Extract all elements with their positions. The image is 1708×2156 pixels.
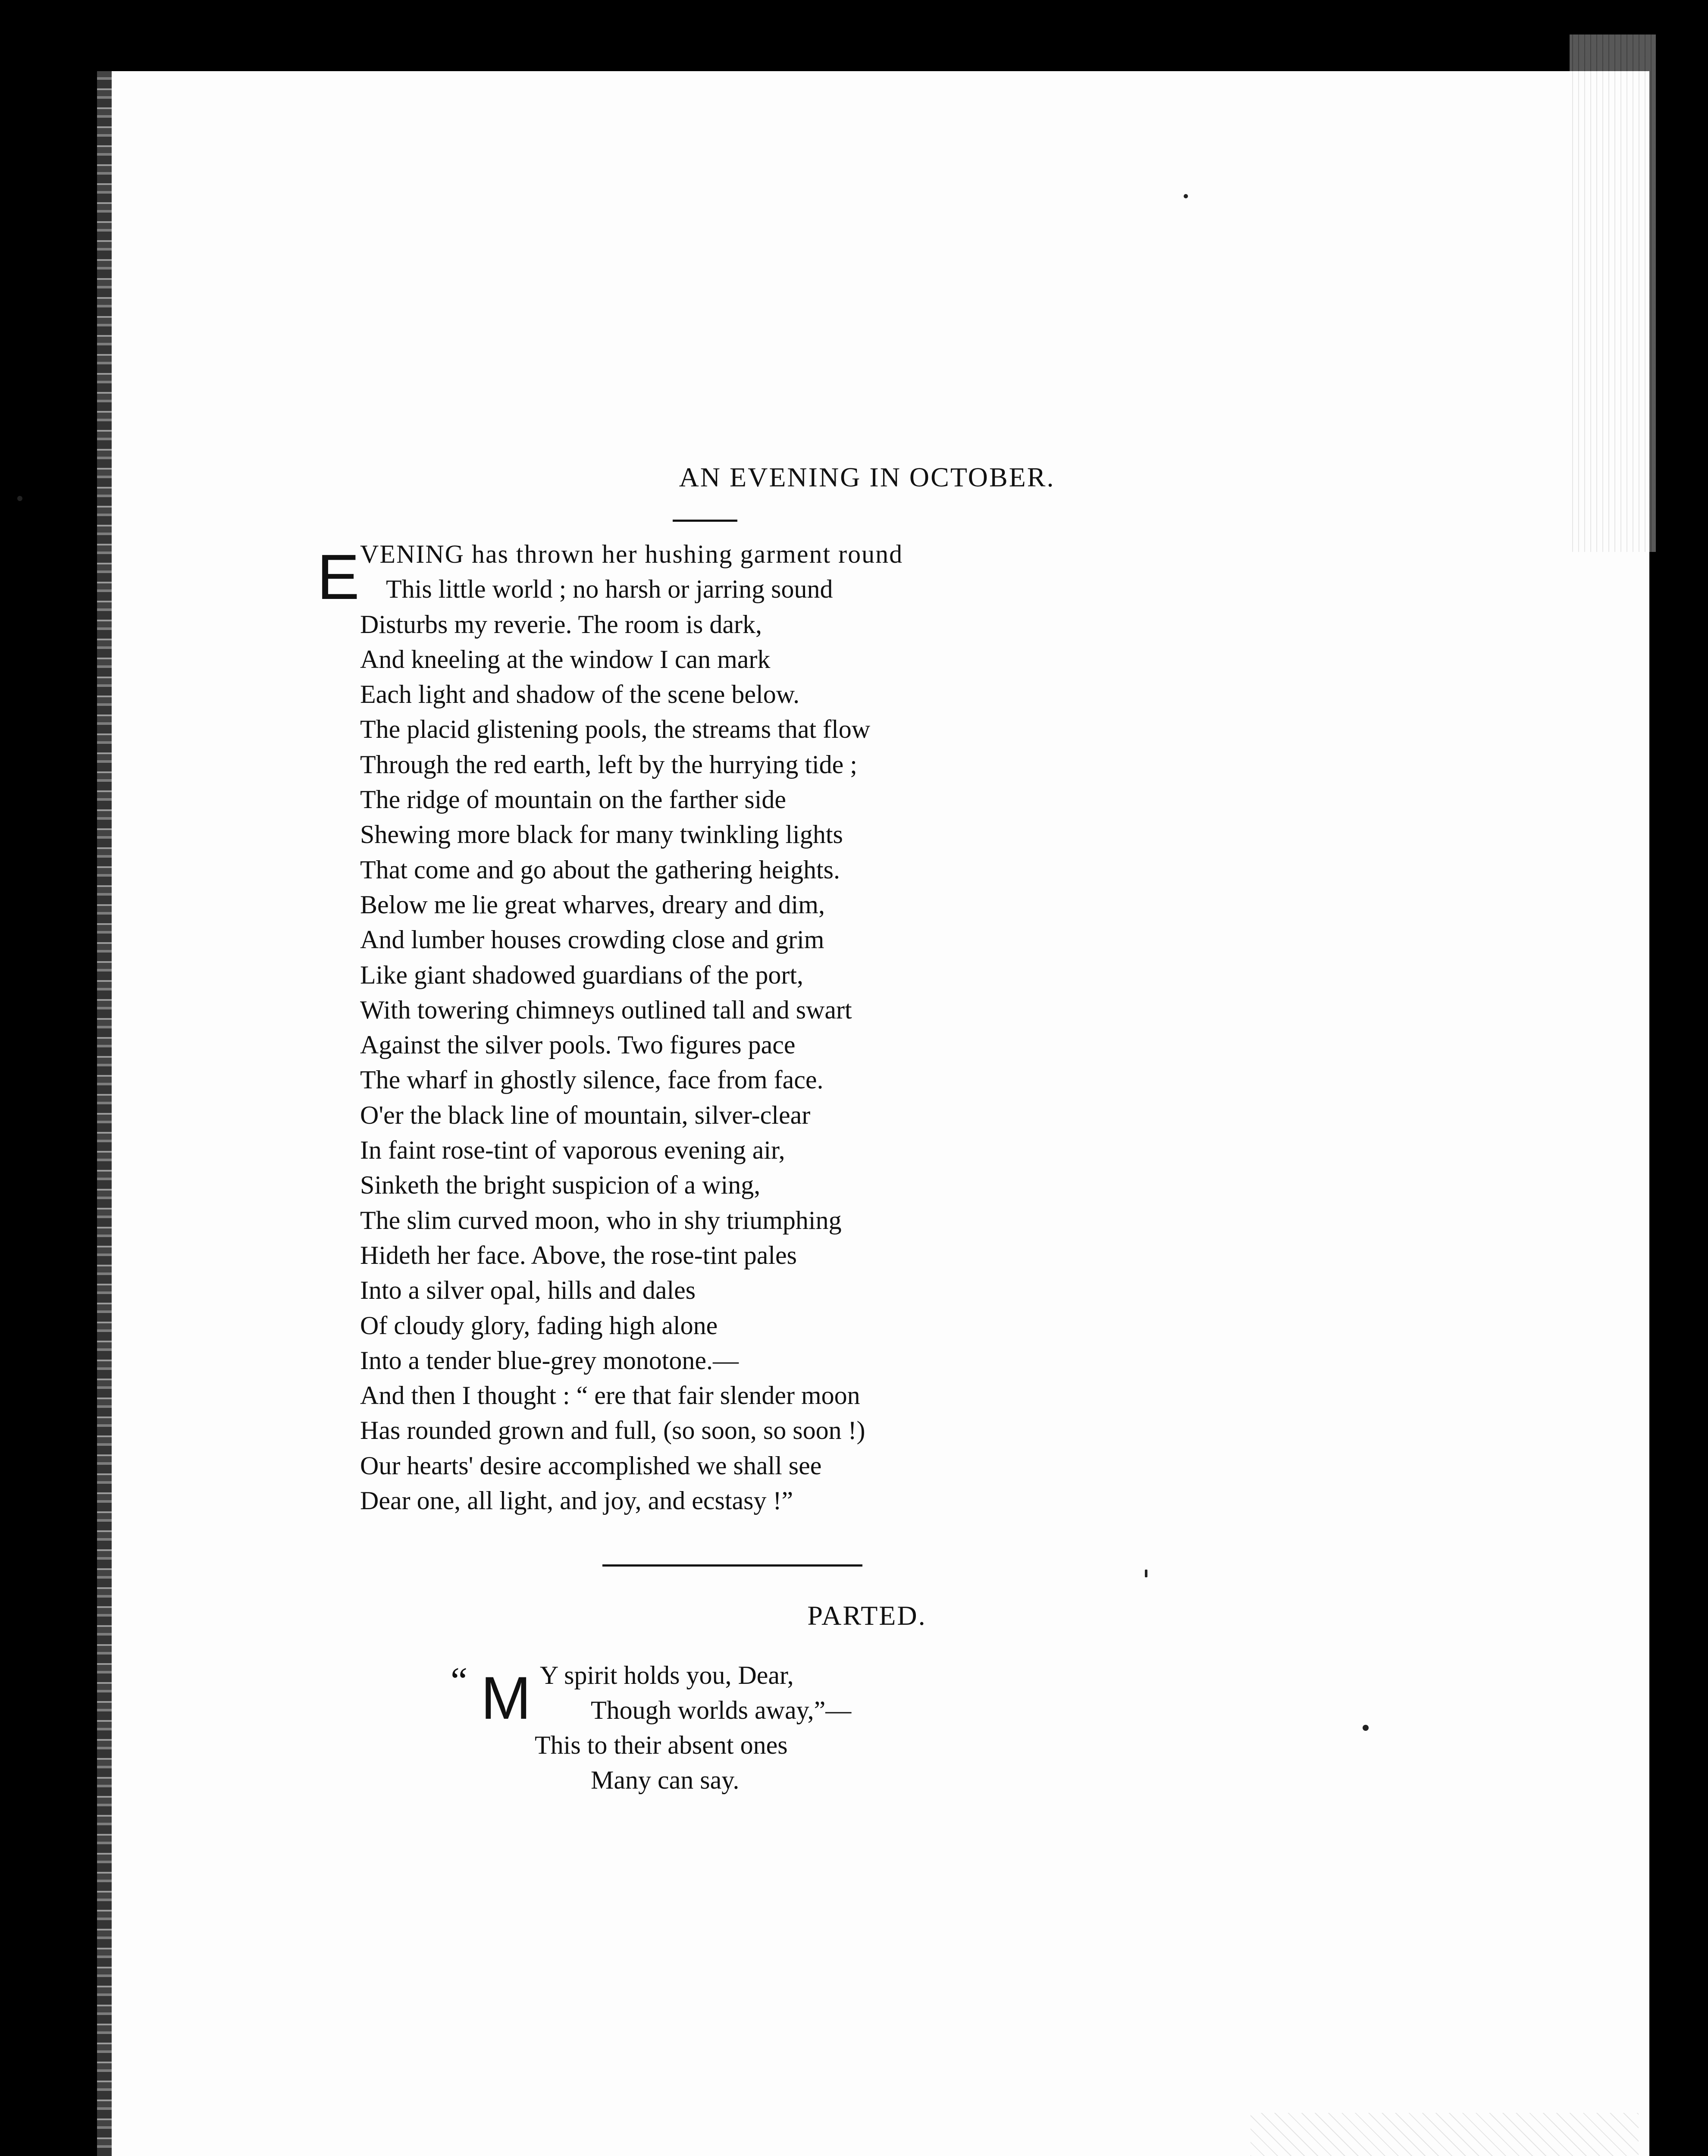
poem-line: Has rounded grown and full, (so soon, so soon !)	[360, 1416, 865, 1445]
poem-line: Sinketh the bright suspicion of a wing,	[360, 1171, 761, 1200]
poem-line: Below me lie great wharves, dreary and dim,	[360, 890, 825, 919]
poem-line: And lumber houses crowding close and grim	[360, 925, 824, 954]
poem-line: In faint rose-tint of vaporous evening air,	[360, 1136, 785, 1165]
drop-cap: E	[317, 542, 360, 613]
scan-speck	[1184, 194, 1188, 198]
scan-speck	[1363, 1725, 1369, 1731]
opening-quote: “	[451, 1660, 468, 1702]
poem-line: Many can say.	[591, 1766, 740, 1794]
poem-line: This little world ; no harsh or jarring sound	[386, 575, 833, 604]
section-rule	[602, 1564, 862, 1567]
poem-title: AN EVENING IN OCTOBER.	[679, 462, 1055, 492]
poem-body	[360, 537, 903, 1518]
poem-line: Against the silver pools. Two figures pace	[360, 1031, 796, 1059]
poem-line: Shewing more black for many twinkling lights	[360, 820, 843, 849]
poem-line: The placid glistening pools, the streams that flow	[360, 715, 871, 744]
scan-speck	[17, 496, 22, 501]
poem-line: Hideth her face. Above, the rose-tint pales	[360, 1241, 797, 1269]
poem-body	[444, 1658, 851, 1798]
scan-speck	[1145, 1570, 1147, 1577]
page-edge-texture	[1250, 2113, 1639, 2156]
poem-line: Disturbs my reverie. The room is dark,	[360, 610, 762, 639]
poem-line: VENING has thrown her hushing garment round	[360, 540, 903, 568]
poem-line: And then I thought : “ ere that fair slender moon	[360, 1381, 860, 1410]
poem-line: Into a tender blue-grey monotone.—	[360, 1346, 739, 1375]
title-rule	[673, 520, 737, 522]
poem-line: Of cloudy glory, fading high alone	[360, 1311, 718, 1340]
poem-line: Each light and shadow of the scene below.	[360, 680, 800, 709]
poem-line: The wharf in ghostly silence, face from face.	[360, 1065, 824, 1094]
poem-line: Through the red earth, left by the hurrying tide ;	[360, 750, 857, 779]
poem-line: And kneeling at the window I can mark	[360, 645, 771, 674]
poem-line: Though worlds away,”—	[591, 1696, 852, 1724]
poem-line: Like giant shadowed guardians of the port,	[360, 960, 804, 989]
poem-line: With towering chimneys outlined tall and swart	[360, 995, 852, 1024]
poem-line: Our hearts' desire accomplished we shall see	[360, 1451, 822, 1480]
poem-title: PARTED.	[807, 1600, 927, 1631]
poem-line: That come and go about the gathering heights.	[360, 855, 840, 884]
binding-edge	[97, 71, 112, 2156]
poem-line: Into a silver opal, hills and dales	[360, 1276, 696, 1305]
poem-line: The slim curved moon, who in shy triumphing	[360, 1206, 842, 1235]
poem-line: Y spirit holds you, Dear,	[540, 1661, 794, 1689]
poem-line: Dear one, all light, and joy, and ecstasy !”	[360, 1486, 793, 1515]
poem-line: The ridge of mountain on the farther side	[360, 785, 787, 814]
drop-cap: M	[481, 1664, 531, 1732]
poem-line: This to their absent ones	[535, 1731, 788, 1759]
poem-line: O'er the black line of mountain, silver-clear	[360, 1100, 811, 1129]
